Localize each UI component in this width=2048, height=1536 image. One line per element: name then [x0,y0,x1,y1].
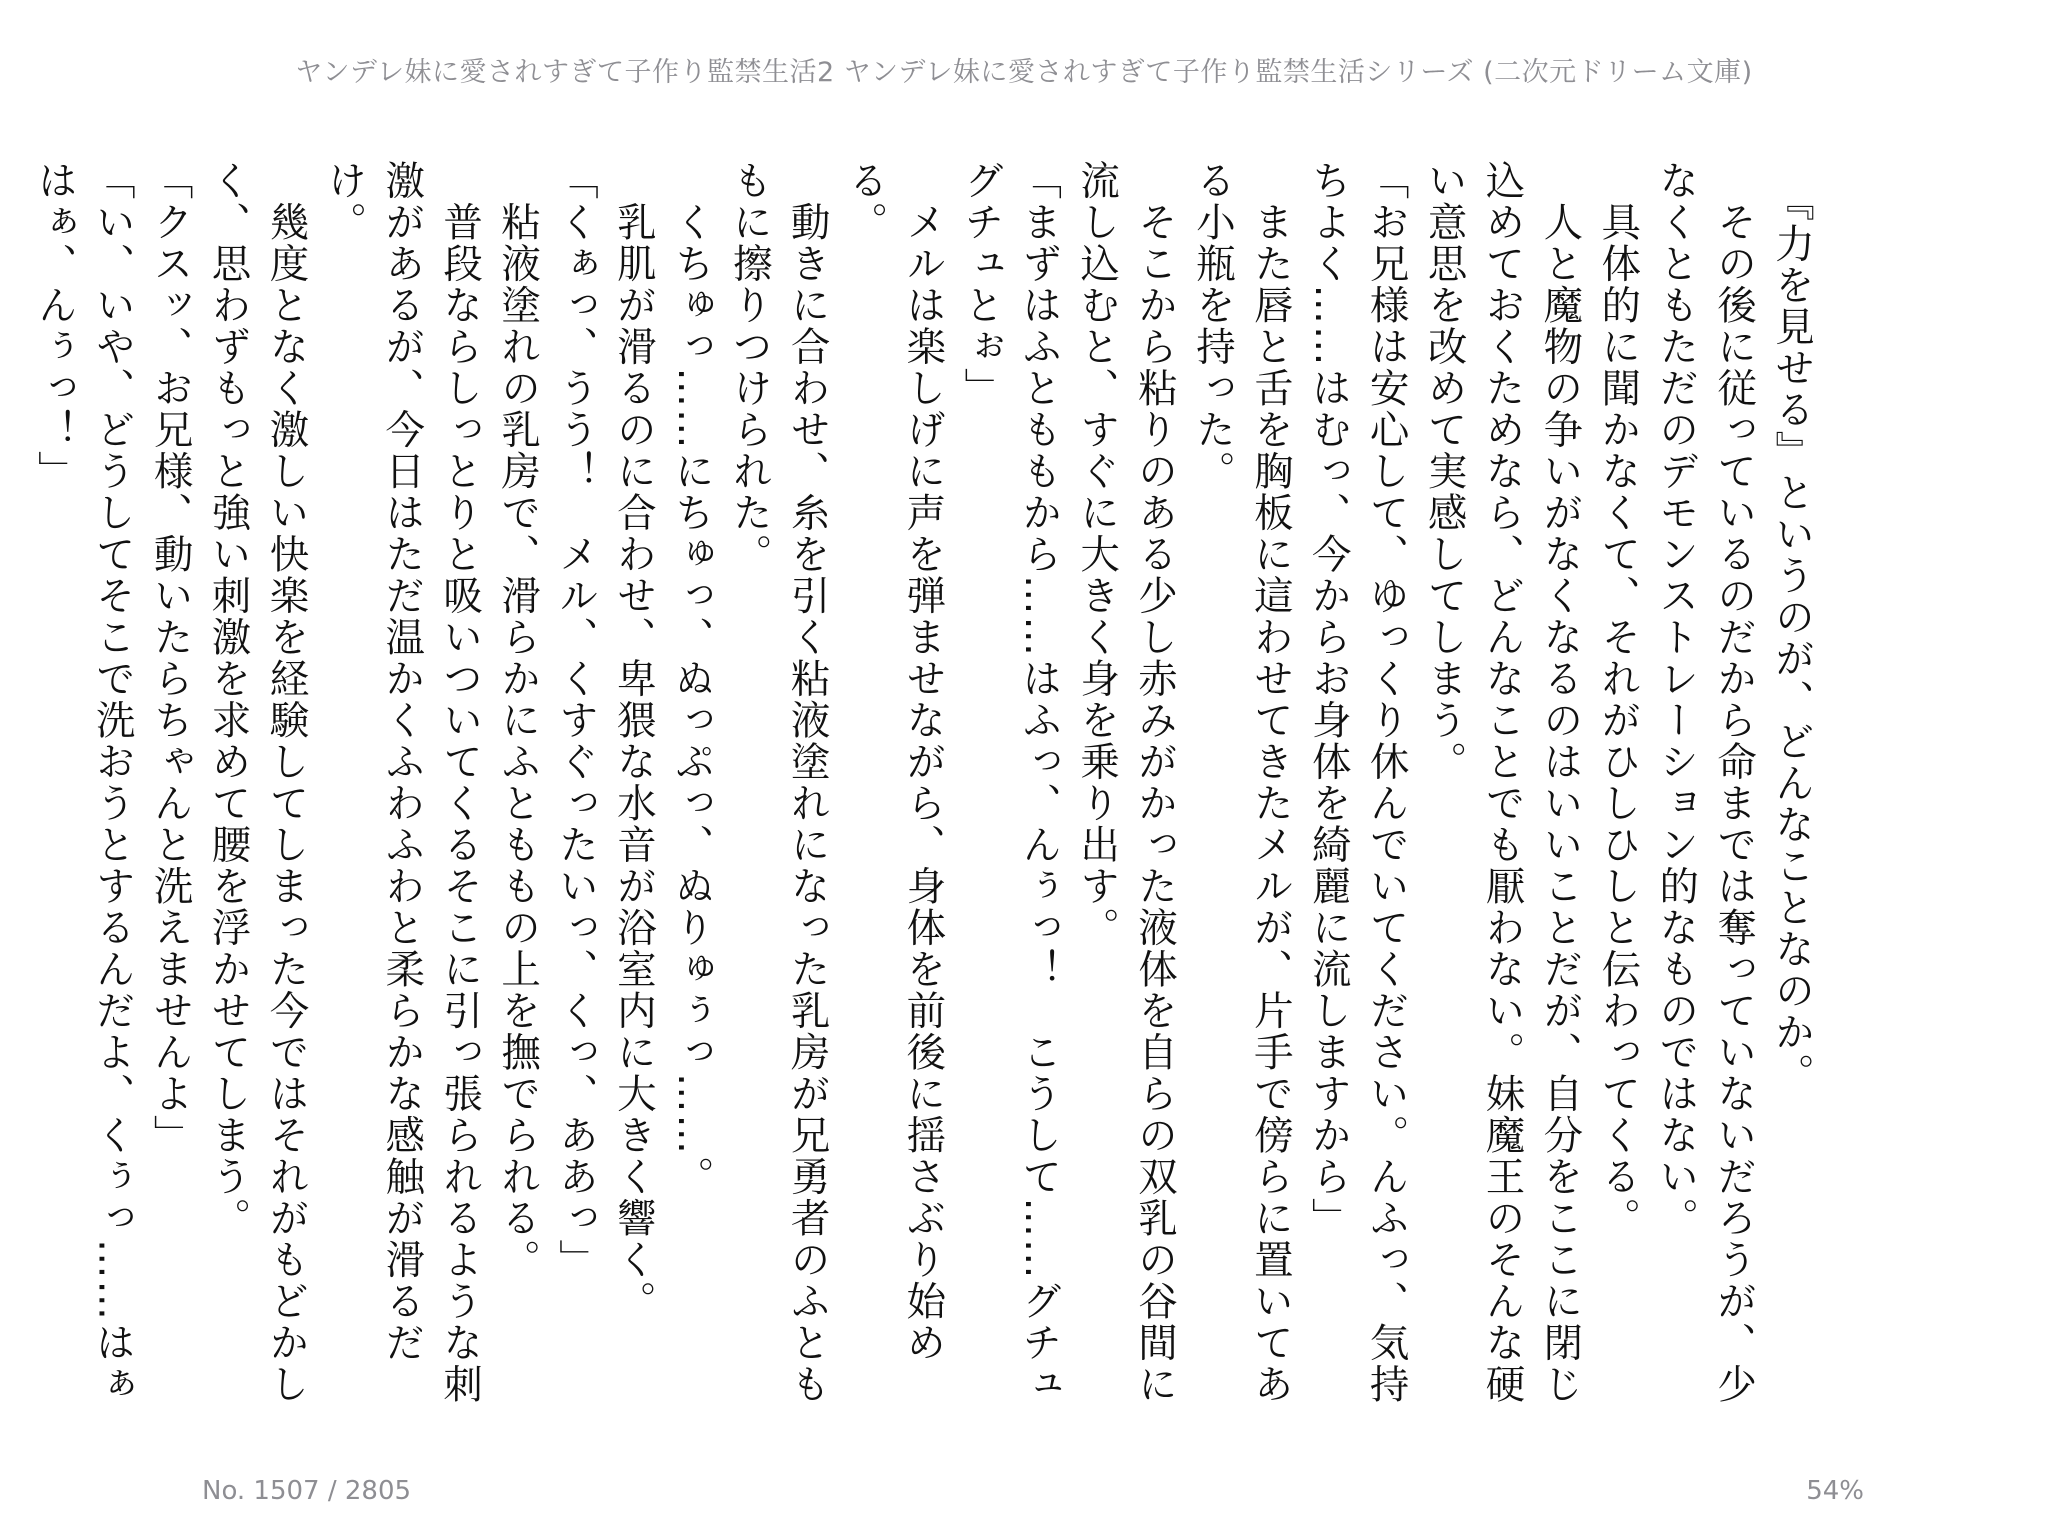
paragraph: 「い、いや、どうしてそこで洗おうとするんだよ、くぅっ……はぁはぁ、んぅっ！」 [31,160,136,1405]
paragraph: そこから粘りのある少し赤みがかった液体を自らの双乳の谷間に流し込むと、すぐに大きく身を乗り出す。 [1074,160,1179,1405]
vertical-text-body [31,160,1820,1420]
location-indicator: No. 1507 / 2805 [202,1476,412,1506]
book-title: ヤンデレ妹に愛されすぎて子作り監禁生活2 ヤンデレ妹に愛されすぎて子作り監禁生活シリーズ (二次元ドリーム文庫) [295,57,1753,88]
reader-page[interactable] [31,160,1820,1440]
paragraph: 「お兄様は安心して、ゆっくり休んでいてください。んふっ、気持ちよく……はむっ、今からお身体を綺麗に流しますから」 [1305,160,1410,1405]
paragraph: 普段ならしっとりと吸いついてくるそこに引っ張られるような刺激があるが、今日はただ温かくふわふわと柔らかな感触が滑るだけ。 [321,160,484,1405]
paragraph: くちゅっ……にちゅっ、ぬっぷっ、ぬりゅぅっ……。 [668,160,715,1198]
paragraph: 動きに合わせ、糸を引く粘液塗れになった乳房が兄勇者のふとももに擦りつけられた。 [726,160,831,1405]
paragraph: 粘液塗れの乳房で、滑らかにふとももの上を撫でられる。 [495,160,542,1281]
paragraph: 具体的に聞かなくて、それがひしひしと伝わってくる。 [1595,160,1642,1239]
paragraph: 幾度となく激しい快楽を経験してしまった今ではそれがもどかしく、思わずもっと強い刺激を求めて腰を浮かせてしまう。 [205,160,310,1405]
paragraph: また唇と舌を胸板に這わせてきたメルが、片手で傍らに置いてある小瓶を持った。 [1189,160,1294,1405]
paragraph: 乳肌が滑るのに合わせ、卑猥な水音が浴室内に大きく響く。 [610,160,657,1322]
paragraph: 「くぁっ、うう！ メル、くすぐったいっ、くっ、ああっ」 [552,160,599,1281]
paragraph: 『力を見せる』というのが、どんなことなのか。 [1769,160,1815,1095]
paragraph: 「クスッ、お兄様、動いたらちゃんと洗えませんよ」 [147,160,194,1156]
paragraph: 人と魔物の争いがなくなるのはいいことだが、自分をここに閉じ込めておくためなら、どんなことでも厭わない。妹魔王のそんな硬い意思を改めて実感してしまう。 [1421,160,1584,1405]
paragraph: その後に従っているのだから命までは奪っていないだろうが、少なくともただのデモンストレーション的なものではない。 [1653,160,1758,1405]
paragraph: メルは楽しげに声を弾ませながら、身体を前後に揺さぶり始める。 [842,160,947,1364]
paragraph: 「まずはふとももから……はふっ、んぅっ！ こうして……グチュグチュとぉ」 [958,160,1063,1405]
progress-percent: 54% [1806,1476,1864,1506]
